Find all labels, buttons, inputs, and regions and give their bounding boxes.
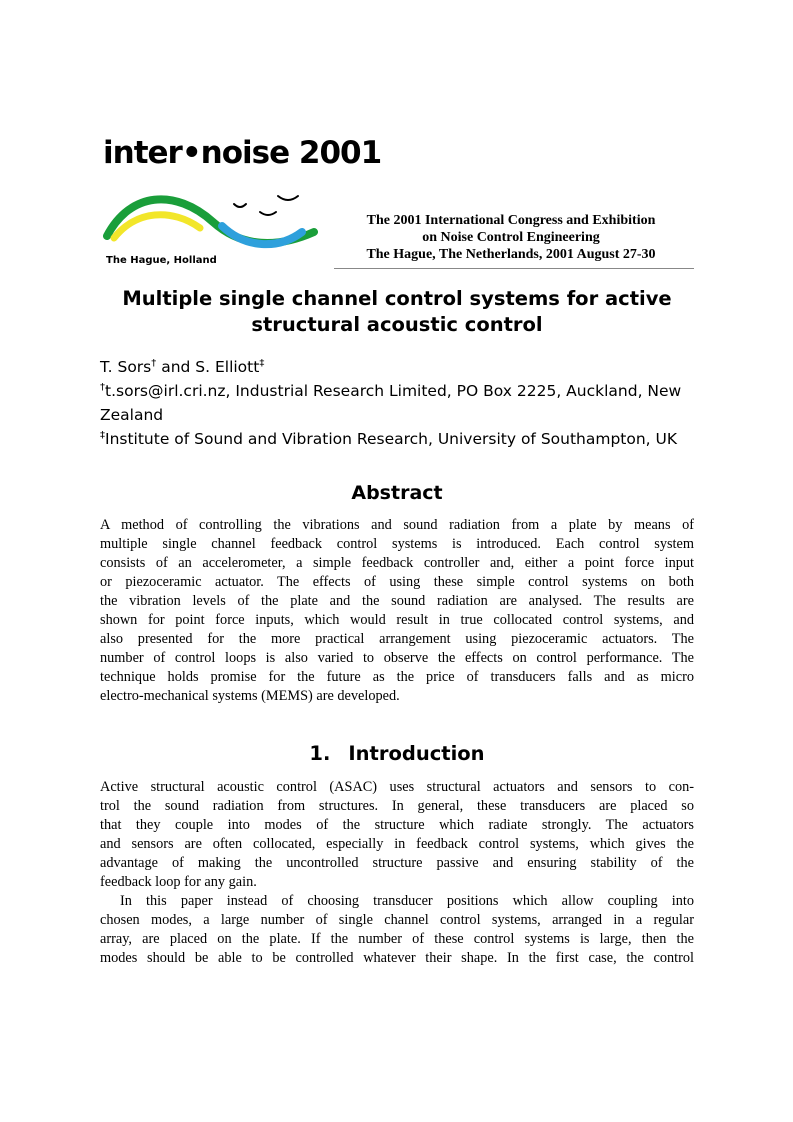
text-line: electro-mechanical systems (MEMS) are developed. (100, 688, 400, 704)
introduction-paragraph-2 (100, 892, 694, 968)
header-divider (334, 268, 694, 269)
author-name: S. Elliott (195, 358, 260, 376)
logo-location: The Hague, Holland (106, 255, 217, 266)
text-line: shown for point force inputs, which would result in true collocated control systems, and (100, 612, 694, 628)
section-title: Introduction (348, 742, 485, 765)
text-line: and sensors are often collocated, especially in feedback control systems, which gives the (100, 836, 694, 852)
title-line: structural acoustic control (251, 313, 543, 336)
introduction-paragraph-1 (100, 778, 694, 892)
text-line: the vibration levels of the plate and the sound radiation are analysed. The results are (100, 593, 694, 609)
text-line: modes should be able to be controlled whatever their shape. In the first case, the control (100, 950, 694, 966)
text-line: feedback loop for any gain. (100, 874, 257, 890)
text-line: also presented for the more practical arrangement using piezoceramic actuators. The (100, 631, 694, 647)
paper-title (100, 286, 694, 338)
conference-line: The Hague, The Netherlands, 2001 August 27-30 (366, 247, 656, 262)
text-line: multiple single channel feedback control systems is introduced. Each control system (100, 536, 694, 552)
affiliation-1-continued: Zealand (100, 406, 164, 424)
affiliation-text: t.sors@irl.cri.nz, Industrial Research Limited, PO Box 2225, Auckland, New (105, 382, 682, 400)
conference-logo-text: inter•noise 2001 (103, 135, 382, 171)
text-line: consists of an accelerometer, a simple feedback controller and, either a point force input (100, 555, 694, 571)
text-line: that they couple into modes of the structure which radiate strongly. The actuators (100, 817, 694, 833)
abstract-body (100, 516, 694, 706)
introduction-heading (100, 742, 694, 765)
text-line: chosen modes, a large number of single channel control systems, arranged in a regular (100, 912, 694, 928)
affiliation-1 (100, 379, 700, 403)
conference-info (330, 212, 692, 263)
conference-logo-waves-icon (100, 186, 325, 258)
text-line: number of control loops is also varied to observe the effects on control performance. The (100, 650, 694, 666)
text-line: advantage of making the uncontrolled structure passive and ensuring stability of the (100, 855, 694, 871)
author-conjunction: and (156, 358, 196, 376)
text-line: trol the sound radiation from structures. In general, these transducers are placed so (100, 798, 694, 814)
affiliation-text: Institute of Sound and Vibration Research, University of Southampton, UK (105, 430, 678, 448)
text-line: A method of controlling the vibrations and sound radiation from a plate by means of (100, 517, 694, 533)
text-line: technique holds promise for the future as the price of transducers falls and as micro (100, 669, 694, 685)
text-line: In this paper instead of choosing transducer positions which allow coupling into (120, 893, 694, 909)
title-line: Multiple single channel control systems for active (122, 287, 672, 310)
text-line: array, are placed on the plate. If the number of these control systems is large, then the (100, 931, 694, 947)
affiliation-marker: ‡ (259, 358, 265, 369)
affiliation-marker: † (100, 382, 105, 393)
author-name: T. Sors (100, 358, 152, 376)
conference-line: on Noise Control Engineering (422, 230, 600, 245)
text-line: Active structural acoustic control (ASAC) uses structural actuators and sensors to con- (100, 779, 694, 795)
text-line: or piezoceramic actuator. The effects of using these simple control systems on both (100, 574, 694, 590)
section-number: 1. (309, 742, 331, 765)
affiliation-2 (100, 427, 700, 451)
author-block (100, 355, 700, 451)
affiliation-marker: ‡ (100, 430, 105, 441)
author-names (100, 355, 700, 379)
affiliation-marker: † (151, 358, 157, 369)
abstract-heading: Abstract (351, 482, 443, 504)
conference-line: The 2001 International Congress and Exhibition (366, 213, 656, 228)
